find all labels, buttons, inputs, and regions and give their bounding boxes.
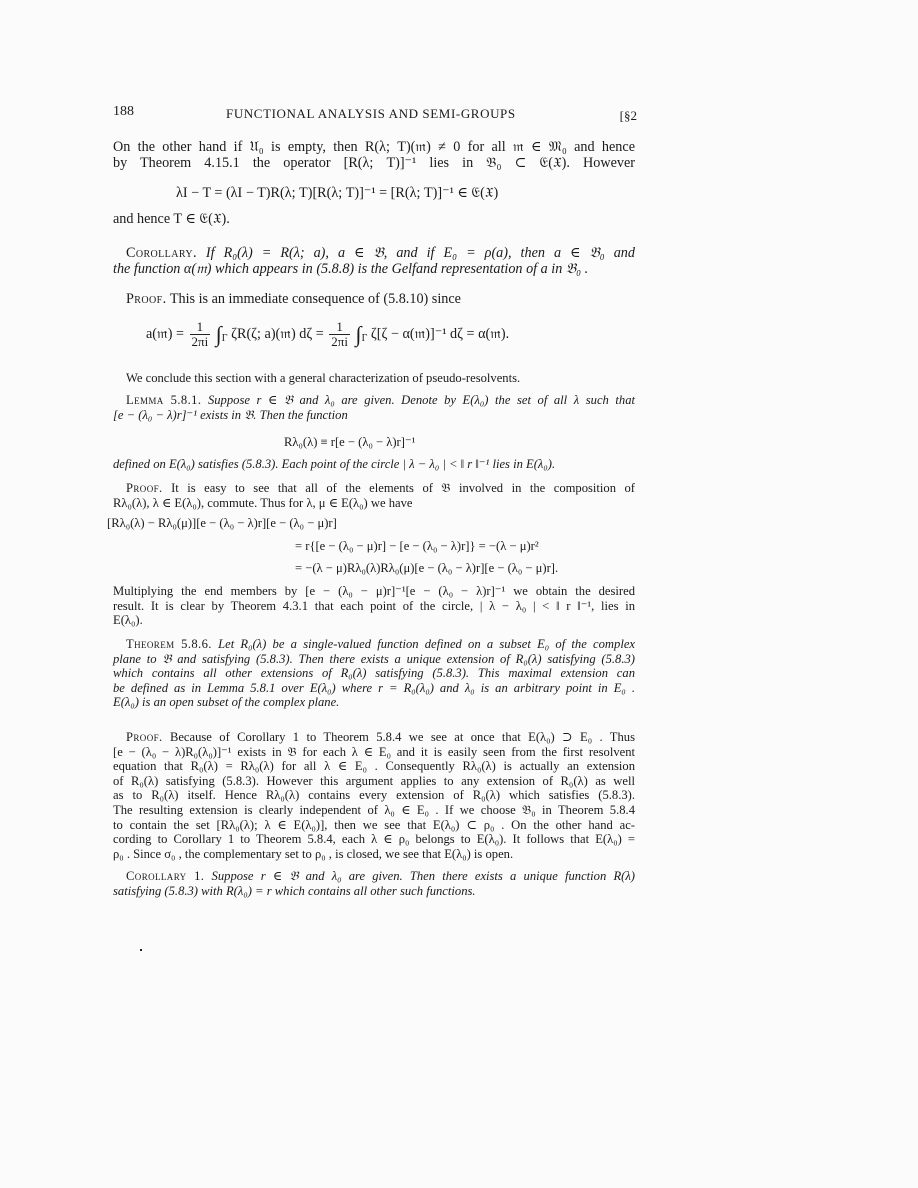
corollary-1-statement [113, 869, 635, 898]
text-line: This is an immediate consequence of (5.8.10) since [169, 291, 461, 307]
corollary-statement [113, 245, 635, 277]
intro-pseudo-resolvents [113, 371, 635, 386]
equation-term: ζR(ζ; a)(𝔪) dζ = [231, 325, 324, 342]
lemma-label: Lemma 5.8.1. [126, 393, 202, 407]
text-line: Let R₀(λ) be a single-valued function defined on a subset E₀ of the complex [218, 637, 635, 651]
text-line: equation that R₀(λ) = Rλ₀(λ) for all λ ∈ E₀ . Consequently Rλ₀(λ) is actually an extension [113, 759, 635, 774]
text-line: The resulting extension is clearly independent of λ₀ ∈ E₀ . If we choose 𝔅₀ in Theorem 5.8.4 [113, 802, 635, 817]
text-line: [e − (λ₀ − λ)r]⁻¹ exists in 𝔅. Then the function [113, 407, 348, 422]
running-title: FUNCTIONAL ANALYSIS AND SEMI-GROUPS [226, 106, 516, 121]
theorem-statement [113, 637, 635, 710]
integral-sign: ∫ [215, 321, 222, 347]
page-number: 188 [113, 104, 134, 119]
text-line: We conclude this section with a general characterization of pseudo-resolvents. [126, 371, 521, 385]
text-line: and hence T ∈ 𝔈(𝔛). [113, 211, 230, 227]
fraction: $\frac{1}{2\pi i}$ [191, 319, 209, 349]
text-line: Because of Corollary 1 to Theorem 5.8.4 we see at once that E(λ₀) ⊃ E₀ . Thus [169, 730, 635, 744]
text-line: Suppose r ∈ 𝔅 and λ₀ are given. Then there exists a unique function R(λ) [211, 869, 635, 883]
text-line: as to R₀(λ) itself. Hence Rλ₀(λ) contains every extension of R₀(λ) which satisfies (5.8.3). [113, 788, 635, 803]
lemma-closing [113, 457, 635, 472]
text-line: by Theorem 4.15.1 the operator [R(λ; T)]⁻¹ lies in 𝔅₀ ⊂ 𝔈(𝔛). However [113, 155, 635, 172]
section-mark: [§2 [619, 108, 637, 123]
text-line: result. It is clear by Theorem 4.3.1 that each point of the circle, | λ − λ₀ | < ‖ r ‖⁻¹, lies in [113, 598, 635, 613]
text-line: defined on E(λ₀) satisfies (5.8.3). Each point of the circle | λ − λ₀ | < ‖ r ‖⁻¹ lies in E(λ₀). [113, 457, 556, 471]
text-line: plane to 𝔅 and satisfying (5.8.3). Then there exists a unique extension of R₀(λ) satisfying (5.8.3) [113, 651, 635, 666]
corollary-label: Corollary. [126, 245, 197, 261]
proof-label: Proof. [126, 291, 167, 307]
integral-equation: a(𝔪) = $\frac{1}{2\pi i}$ $\int_\Gamma$ ζR(ζ; a)(𝔪) dζ = $\frac{1}{2\pi i}$ $\int_\Gamma$ ζ[ζ − α(𝔪)]⁻¹ dζ = α(𝔪). [146, 319, 510, 349]
proof-equation-line-1: [Rλ₀(λ) − Rλ₀(μ)][e − (λ₀ − λ)r][e − (λ₀ − μ)r] [107, 516, 337, 530]
proof-equation-line-2: = r{[e − (λ₀ − μ)r] − [e − (λ₀ − λ)r]} = −(λ − μ)r² [295, 539, 539, 553]
fraction: $\frac{1}{2\pi i}$ [331, 319, 348, 349]
proof-theorem [113, 730, 635, 861]
text-line: Multiplying the end members by [e − (λ₀ − μ)r]⁻¹[e − (λ₀ − λ)r]⁻¹ we obtain the desired [113, 584, 635, 598]
corollary-label: Corollary 1. [126, 869, 205, 883]
text-line: satisfying (5.8.3) with R(λ₀) = r which contains all other such functions. [113, 883, 476, 898]
equation-lhs: a(𝔪) = [146, 325, 184, 342]
proof-equation-line-3: = −(λ − μ)Rλ₀(λ)Rλ₀(μ)[e − (λ₀ − λ)r][e − (λ₀ − μ)r]. [295, 561, 559, 575]
scan-speck [140, 949, 142, 951]
lemma-statement [113, 393, 635, 422]
paragraph-on-the-other-hand [113, 139, 635, 171]
text-line: E(λ₀). [113, 613, 143, 628]
text-line: cording to Corollary 1 to Theorem 5.8.4, each λ ∈ ρ₀ belongs to E(λ₀). It follows that E(λ₀) = [113, 832, 635, 847]
text-line: If R₀(λ) = R(λ; a), a ∈ 𝔅, and if E₀ = ρ(a), then a ∈ 𝔅₀ and [205, 245, 635, 261]
text-line: Suppose r ∈ 𝔅 and λ₀ are given. Denote by E(λ₀) the set of all λ such that [207, 393, 635, 407]
text-line: the function α(𝔪) which appears in (5.8.8) is the Gelfand representation of a in 𝔅₀ . [113, 261, 589, 278]
text-line: be defined as in Lemma 5.8.1 over E(λ₀) where r = R₀(λ₀) and λ₀ is an arbitrary point in E₀ . [113, 680, 635, 695]
proof-corollary [113, 291, 635, 307]
equation-term: ζ[ζ − α(𝔪)]⁻¹ dζ = α(𝔪). [370, 325, 510, 342]
text-line: Rλ₀(λ), λ ∈ E(λ₀), commute. Thus for λ, μ ∈ E(λ₀) we have [113, 495, 413, 510]
display-equation: λI − T = (λI − T)R(λ; T)[R(λ; T)]⁻¹ = [R(λ; T)]⁻¹ ∈ 𝔈(𝔛) [176, 185, 499, 201]
text-line: E(λ₀) is an open subset of the complex plane. [113, 695, 340, 710]
integral-sign: ∫ [355, 321, 362, 347]
proof-lemma [113, 481, 635, 510]
text-line: to contain the set [Rλ₀(λ); λ ∈ E(λ₀)], then we see that E(λ₀) ⊂ ρ₀ . On the other hand ac- [113, 817, 635, 832]
lemma-equation: Rλ₀(λ) ≡ r[e − (λ₀ − λ)r]⁻¹ [284, 435, 416, 449]
text-line: It is easy to see that all of the elements of 𝔅 involved in the composition of [171, 481, 635, 495]
paragraph-closing [113, 211, 635, 227]
text-line: On the other hand if 𝔘₀ is empty, then R(λ; T)(𝔪) ≠ 0 for all 𝔪 ∈ 𝔐₀ and hence [113, 139, 635, 155]
proof-label: Proof. [126, 730, 163, 744]
theorem-label: Theorem 5.8.6. [126, 637, 212, 651]
text-line: ρ₀ . Since σ₀ , the complementary set to ρ₀ , is closed, we see that E(λ₀) is open. [113, 846, 514, 861]
text-line: which contains all other extensions of R₀(λ) satisfying (5.8.3). This maximal extension can [113, 666, 635, 681]
text-line: of R₀(λ) satisfying (5.8.3). However this argument applies to any extension of R₀(λ) as well [113, 773, 635, 788]
proof-lemma-closing [113, 584, 635, 628]
proof-label: Proof. [126, 481, 163, 495]
text-line: [e − (λ₀ − λ)R₀(λ₀)]⁻¹ exists in 𝔅 for each λ ∈ E₀ and it is easily seen from the first resolvent [113, 744, 635, 759]
